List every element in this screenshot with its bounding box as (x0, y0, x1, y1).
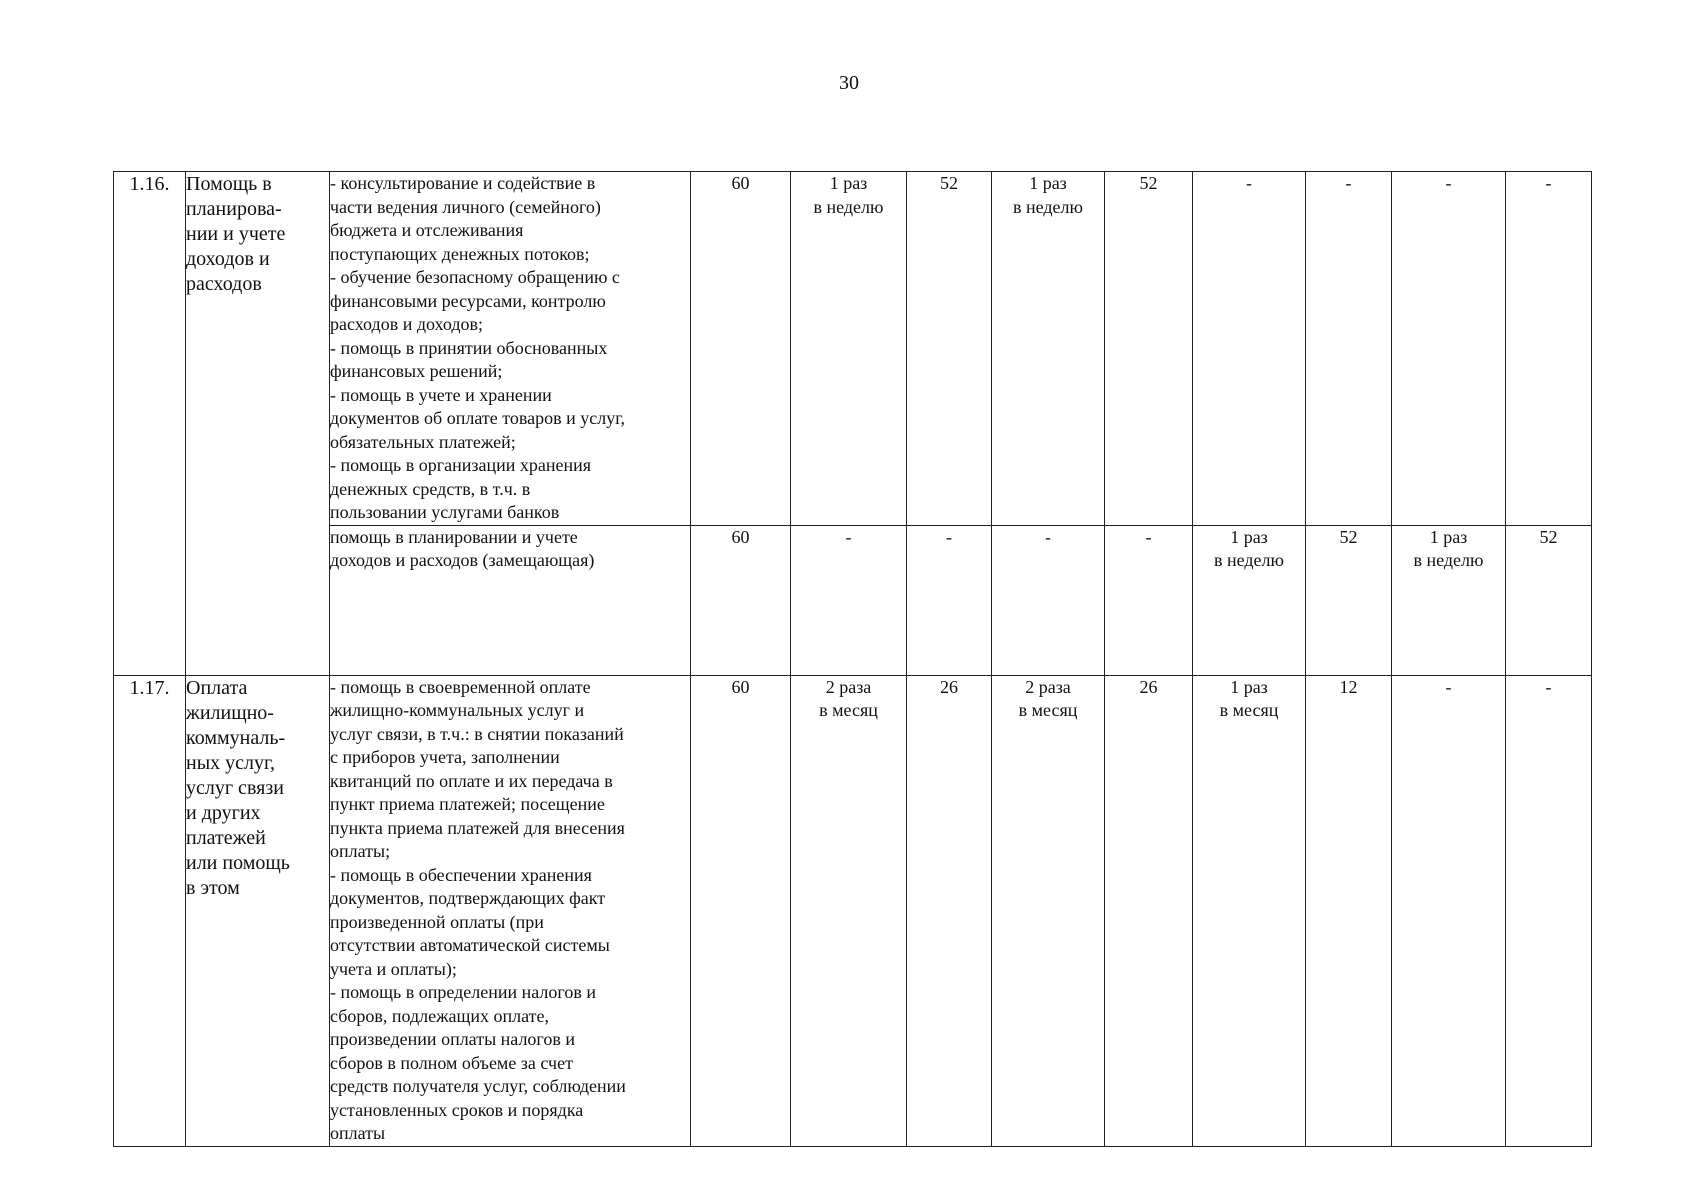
count-cell: - (1506, 675, 1592, 1146)
table-row (114, 525, 1592, 675)
frequency-cell: 2 раза в месяц (791, 675, 907, 1146)
count-cell: - (1506, 172, 1592, 526)
count-cell: - (1306, 172, 1392, 526)
duration-minutes: 60 (691, 172, 791, 526)
count-cell: - (907, 525, 992, 675)
service-name: Оплата жилищно- коммуналь- ных услуг, услуг связи и других платежей или помощь в этом (186, 675, 330, 1146)
frequency-cell: 1 раз в неделю (1392, 525, 1506, 675)
frequency-cell: - (1193, 172, 1306, 526)
frequency-cell: 1 раз в неделю (791, 172, 907, 526)
table-row (114, 172, 1592, 526)
count-cell: 52 (1306, 525, 1392, 675)
frequency-cell: 2 раза в месяц (992, 675, 1105, 1146)
duration-minutes: 60 (691, 525, 791, 675)
duration-minutes: 60 (691, 675, 791, 1146)
count-cell: 52 (1506, 525, 1592, 675)
count-cell: 26 (907, 675, 992, 1146)
service-name: Помощь в планирова- нии и учете доходов и расходов (186, 172, 330, 676)
count-cell: 52 (907, 172, 992, 526)
service-description: - помощь в своевременной оплате жилищно-коммунальных услуг и услуг связи, в т.ч.: в снятии показаний с приборов учета, заполнении квитанций по оплате и их передача в пункт приема платежей; посещение пункта приема платежей для внесения оплаты; - помощь в обеспечении хранения документов, подтверждающих факт произведенной оплаты (при отсутствии автоматической системы учета и оплаты); - помощь в определении налогов и сборов, подлежащих оплате, произведении оплаты налогов и сборов в полном объеме за счет средств получателя услуг, соблюдении установленных сроков и порядка оплаты (330, 675, 691, 1146)
row-number: 1.16. (114, 172, 186, 676)
count-cell: 52 (1105, 172, 1193, 526)
frequency-cell: - (992, 525, 1105, 675)
count-cell: 26 (1105, 675, 1193, 1146)
count-cell: - (1105, 525, 1193, 675)
count-cell: 12 (1306, 675, 1392, 1146)
services-table (113, 171, 1592, 1147)
frequency-cell: 1 раз в неделю (992, 172, 1105, 526)
service-description: - консультирование и содействие в части ведения личного (семейного) бюджета и отслеживания поступающих денежных потоков; - обучение безопасному обращению с финансовыми ресурсами, контролю расходов и доходов; - помощь в принятии обоснованных финансовых решений; - помощь в учете и хранении документов об оплате товаров и услуг, обязательных платежей; - помощь в организации хранения денежных средств, в т.ч. в пользовании услугами банков (330, 172, 691, 526)
page-number: 30 (839, 72, 859, 94)
frequency-cell: - (791, 525, 907, 675)
service-description: помощь в планировании и учете доходов и расходов (замещающая) (330, 525, 691, 675)
row-number: 1.17. (114, 675, 186, 1146)
frequency-cell: - (1392, 675, 1506, 1146)
table-row (114, 675, 1592, 1146)
frequency-cell: 1 раз в месяц (1193, 675, 1306, 1146)
frequency-cell: 1 раз в неделю (1193, 525, 1306, 675)
frequency-cell: - (1392, 172, 1506, 526)
